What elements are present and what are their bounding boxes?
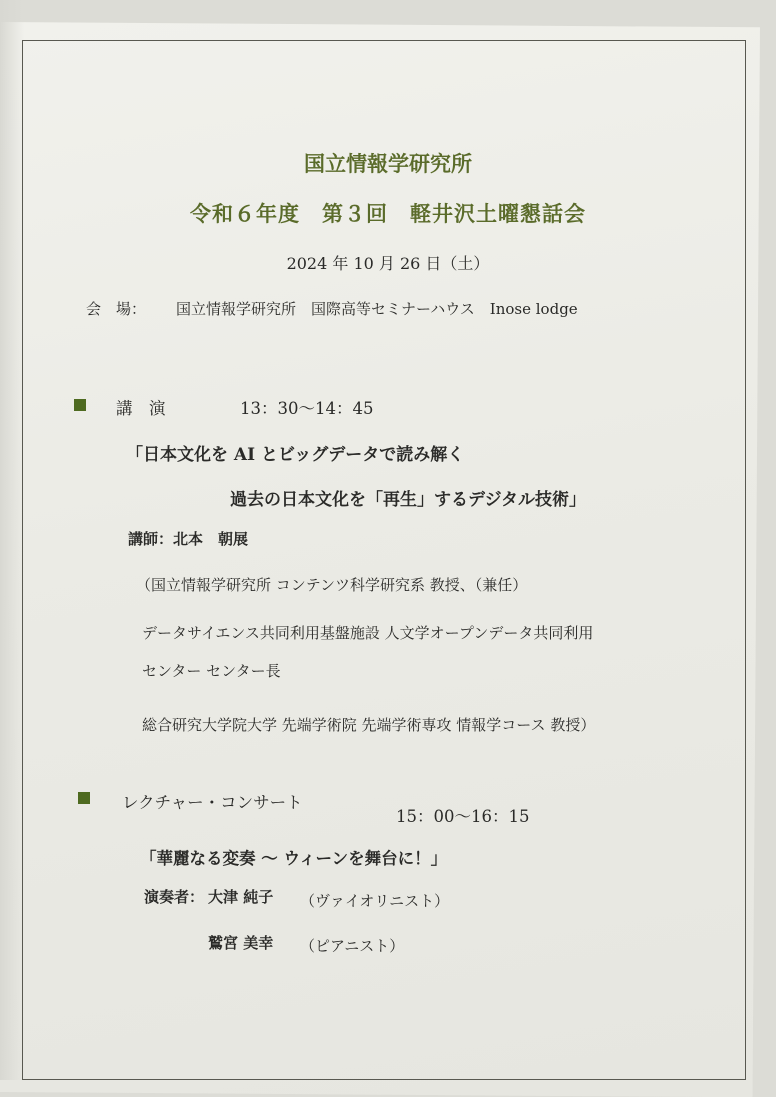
performer-name: 鷲宮 美幸 (208, 934, 274, 952)
concert-title: 「華麗なる変奏 ～ ウィーンを舞台に！」 (140, 849, 448, 868)
event-date: 2024 年 10 月 26 日（土） (286, 254, 490, 273)
lecture-label: 講 演 (116, 399, 166, 418)
speaker-affiliation-line: （国立情報学研究所 コンテンツ科学研究系 教授、（兼任） (136, 576, 528, 594)
performer-role: （ヴァイオリニスト） (300, 892, 450, 910)
concert-time: 15：00～16：15 (396, 807, 530, 826)
lecture-speaker: 講師：北本 朝展 (128, 530, 249, 548)
speaker-affiliation-line: センター センター長 (142, 662, 281, 680)
venue-label: 会 場： (86, 300, 147, 318)
performers-label: 演奏者： (144, 888, 205, 906)
institute-title: 国立情報学研究所 (304, 151, 472, 176)
lecture-title-line1: 「日本文化を AI とビッグデータで読み解く (126, 445, 465, 465)
lecture-bullet-icon (74, 399, 86, 411)
speaker-affiliation-line: 総合研究大学院大学 先端学術院 先端学術専攻 情報学コース 教授） (142, 716, 596, 734)
lecture-time: 13：30～14：45 (240, 399, 374, 418)
event-title: 令和６年度 第３回 軽井沢土曜懇話会 (190, 201, 586, 226)
performer-role: （ピアニスト） (300, 937, 405, 955)
venue-name: 国立情報学研究所 国際高等セミナーハウス Inose lodge (176, 300, 578, 318)
concert-bullet-icon (78, 792, 90, 804)
concert-label: レクチャー・コンサート (122, 793, 303, 812)
lecture-title-line2: 過去の日本文化を「再生」するデジタル技術」 (230, 490, 586, 510)
document-border (22, 40, 746, 1080)
speaker-affiliation-line: データサイエンス共同利用基盤施設 人文学オープンデータ共同利用 (142, 624, 594, 642)
performer-name: 大津 純子 (208, 888, 274, 906)
